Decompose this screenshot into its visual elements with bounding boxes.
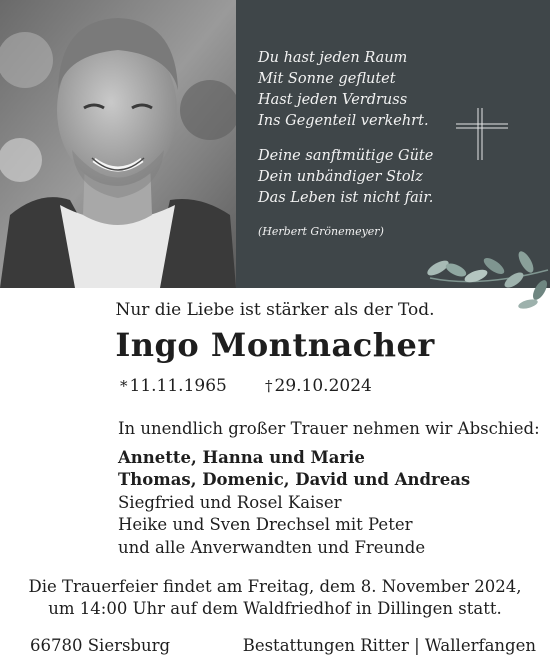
poem xyxy=(258,48,458,242)
mourner-line: Siegfried und Rosel Kaiser xyxy=(118,492,342,512)
birth-date: 11.11.1965 xyxy=(129,376,227,396)
birth-symbol: * xyxy=(120,377,128,395)
mourner-line: Annette, Hanna und Marie xyxy=(118,447,365,467)
life-dates xyxy=(120,376,372,396)
poem-line: Hast jeden Verdruss xyxy=(258,92,408,108)
motto: Nur die Liebe ist stärker als der Tod. xyxy=(115,300,435,320)
portrait-photo xyxy=(0,0,236,288)
poem-line: Mit Sonne geflutet xyxy=(258,71,396,87)
death-date: 29.10.2024 xyxy=(274,376,372,396)
footer-undertaker: Bestattungen Ritter | Wallerfangen xyxy=(242,636,536,655)
mourners-intro: In unendlich großer Trauer nehmen wir Abschied: xyxy=(118,419,540,438)
death-date-group xyxy=(265,376,372,396)
funeral-line: um 14:00 Uhr auf dem Waldfriedhof in Dillingen statt. xyxy=(48,599,502,618)
poem-credit: (Herbert Grönemeyer) xyxy=(258,225,384,238)
mourner-line: Heike und Sven Drechsel mit Peter xyxy=(118,515,413,534)
poem-line: Ins Gegenteil verkehrt. xyxy=(258,113,429,129)
death-symbol: † xyxy=(265,377,273,395)
mourner-line: und alle Anverwandten und Freunde xyxy=(118,537,426,557)
footer-location: 66780 Siersburg xyxy=(30,636,171,655)
poem-line: Deine sanftmütige Güte xyxy=(258,148,434,164)
mourners-list xyxy=(118,418,540,559)
poem-stanza-1 xyxy=(258,48,458,132)
cross-icon xyxy=(456,108,508,160)
birth-date-group xyxy=(120,376,265,396)
poem-line: Du hast jeden Raum xyxy=(258,50,408,66)
mourner-line: Thomas, Domenic, David und Andreas xyxy=(118,470,471,489)
funeral-line: Die Trauerfeier findet am Freitag, dem 8. November 2024, xyxy=(28,577,522,596)
deceased-name: Ingo Montnacher xyxy=(115,326,435,364)
poem-line: Das Leben ist nicht fair. xyxy=(258,190,434,206)
funeral-info xyxy=(0,576,550,620)
poem-line: Dein unbändiger Stolz xyxy=(258,169,423,185)
poem-stanza-2 xyxy=(258,146,458,209)
